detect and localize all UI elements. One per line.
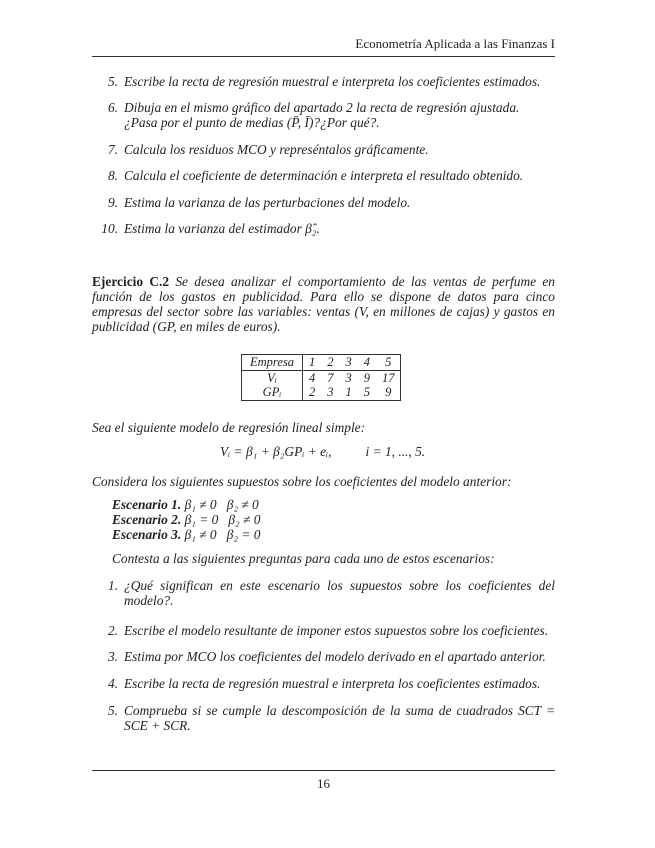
table-cell: 17 <box>381 370 395 385</box>
model-intro: Sea el siguiente modelo de regresión lineal simple: <box>92 420 366 435</box>
item-number: 7. <box>107 142 118 157</box>
item-number: 9. <box>107 195 118 210</box>
table-cell: 5 <box>363 385 370 399</box>
equation-range: i = 1, ..., 5. <box>365 444 426 459</box>
table-cell: 1 <box>302 355 321 371</box>
question-number: 1. <box>107 578 118 593</box>
item-text: Calcula el coeficiente de determinación e interpreta el resultado obtenido. <box>124 168 524 183</box>
table-cell: Empresa <box>242 355 303 371</box>
scenario-b1: β₁ ≠ 0 <box>184 497 217 512</box>
table-cell: GPᵢ <box>242 385 303 400</box>
table-cell: 4 <box>308 370 316 385</box>
question-number: 2. <box>107 623 118 638</box>
item-number: 8. <box>107 168 118 183</box>
question-number: 5. <box>107 703 118 718</box>
item-text: Dibuja en el mismo gráfico del apartado 2 la recta de regresión ajustada. ¿Pasa por el punto de medias (P̄, Ī)?¿Por qué?. <box>124 100 520 130</box>
table-cell: 2 <box>321 355 339 371</box>
table-row <box>242 370 401 385</box>
footer-rule <box>92 770 555 771</box>
scenario-label: Escenario 2. <box>112 512 182 527</box>
table-cell: 4 <box>358 355 376 371</box>
running-header: Econometría Aplicada a las Finanzas I <box>355 36 555 51</box>
table-cell: 3 <box>327 385 334 399</box>
scenario-label: Escenario 3. <box>112 527 182 542</box>
assumptions-intro: Considera los siguientes supuestos sobre los coeficientes del modelo anterior: <box>92 474 512 489</box>
regression-equation <box>220 444 425 460</box>
table-header-row <box>242 355 401 371</box>
item-text: Escribe la recta de regresión muestral e interpreta los coeficientes estimados. <box>124 74 541 89</box>
item-text: Estima la varianza de las perturbaciones del modelo. <box>124 195 411 210</box>
table-cell: Vᵢ <box>242 370 303 385</box>
scenario-label: Escenario 1. <box>112 497 182 512</box>
question-text: Comprueba si se cumple la descomposición de la suma de cuadrados SCT = SCE + SCR. <box>124 703 555 733</box>
scenario-b2: β₂ ≠ 0 <box>226 497 259 512</box>
questions-intro: Contesta a las siguientes preguntas para cada uno de estos escenarios: <box>112 551 495 566</box>
question-text: Escribe el modelo resultante de imponer estos supuestos sobre los coeficientes. <box>124 623 549 638</box>
scenario-line <box>112 512 260 528</box>
header-rule <box>92 56 555 57</box>
table-cell: 7 <box>327 370 334 385</box>
scenario-b1: β₁ = 0 <box>184 512 219 527</box>
question-number: 4. <box>107 676 118 691</box>
page-number: 16 <box>317 776 330 791</box>
item-number: 6. <box>107 100 118 115</box>
exercise-label: Ejercicio C.2 <box>92 274 170 289</box>
scenario-line <box>112 497 259 513</box>
question-text: ¿Qué significan en este escenario los supuestos sobre los coeficientes del modelo?. <box>124 578 555 608</box>
table-cell: 9 <box>385 385 392 399</box>
table-cell: 3 <box>339 355 357 371</box>
item-text: Estima la varianza del estimador β̂₂. <box>124 221 320 236</box>
scenario-b2: β₂ ≠ 0 <box>228 512 261 527</box>
question-text: Escribe la recta de regresión muestral e interpreta los coeficientes estimados. <box>124 676 541 691</box>
scenario-line <box>112 527 260 543</box>
scenario-b2: β₂ = 0 <box>226 527 261 542</box>
table-cell: 9 <box>363 370 370 385</box>
item-text: Calcula los residuos MCO y represéntalos gráficamente. <box>124 142 429 157</box>
data-table <box>241 354 401 401</box>
equation-lhs: Vᵢ = β₁ + β₂GPᵢ + eᵢ, <box>220 444 332 459</box>
exercise-text: Se desea analizar el comportamiento de las ventas de perfume en función de los gastos en publicidad. Para ello se dispone de datos para cinco empresas del sector sobre las variables: ventas (V, en millones de cajas) y gastos en publicidad (GP, en miles de euros). <box>92 274 555 334</box>
table-cell: 5 <box>376 355 401 371</box>
item-number: 5. <box>107 74 118 89</box>
table-cell: 2 <box>308 385 316 399</box>
question-number: 3. <box>107 649 118 664</box>
question-text: Estima por MCO los coeficientes del modelo derivado en el apartado anterior. <box>124 649 546 664</box>
exercise-statement <box>92 274 555 334</box>
table-cell: 1 <box>345 385 352 399</box>
table-cell: 3 <box>345 370 352 385</box>
item-number: 10. <box>101 221 118 236</box>
table-row <box>242 385 401 400</box>
scenario-b1: β₁ ≠ 0 <box>184 527 217 542</box>
